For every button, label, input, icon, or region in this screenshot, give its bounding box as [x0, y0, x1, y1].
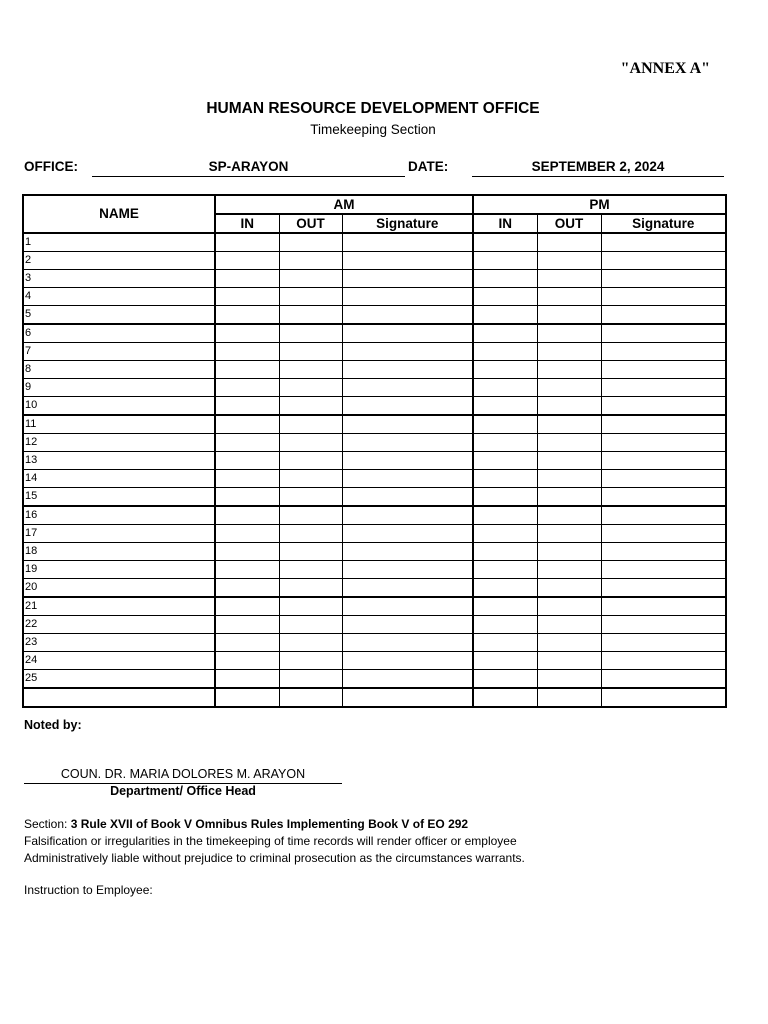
- am-signature-cell[interactable]: [342, 634, 473, 652]
- am-signature-cell[interactable]: [342, 397, 473, 416]
- am-in-cell[interactable]: [215, 488, 279, 507]
- am-out-cell[interactable]: [279, 506, 342, 525]
- pm-in-cell[interactable]: [473, 561, 537, 579]
- pm-in-cell[interactable]: [473, 652, 537, 670]
- name-cell[interactable]: 18: [23, 543, 215, 561]
- name-cell[interactable]: 23: [23, 634, 215, 652]
- am-in-cell[interactable]: [215, 397, 279, 416]
- am-in-cell[interactable]: [215, 634, 279, 652]
- administrative-note: Administratively liable without prejudice to criminal prosecution as the circumstances warrants.: [24, 851, 525, 865]
- table-row: [23, 324, 726, 343]
- table-row: [23, 652, 726, 670]
- am-signature-cell[interactable]: [342, 652, 473, 670]
- pm-signature-cell[interactable]: [601, 434, 726, 452]
- am-in-cell[interactable]: [215, 652, 279, 670]
- pm-out-cell[interactable]: [537, 361, 601, 379]
- pm-out-cell[interactable]: [537, 525, 601, 543]
- office-head-name: COUN. DR. MARIA DOLORES M. ARAYON: [24, 767, 342, 784]
- am-in-cell[interactable]: [215, 525, 279, 543]
- table-row: [23, 525, 726, 543]
- am-signature-cell[interactable]: [342, 543, 473, 561]
- table-row: [23, 670, 726, 689]
- pm-signature-cell[interactable]: [601, 252, 726, 270]
- name-cell[interactable]: 16: [23, 506, 215, 525]
- am-out-cell[interactable]: [279, 470, 342, 488]
- pm-in-cell[interactable]: [473, 343, 537, 361]
- am-in-cell[interactable]: [215, 270, 279, 288]
- am-out-cell[interactable]: [279, 525, 342, 543]
- am-signature-cell[interactable]: [342, 670, 473, 689]
- pm-signature-cell[interactable]: [601, 506, 726, 525]
- am-out-cell[interactable]: [279, 415, 342, 434]
- am-in-cell[interactable]: [215, 452, 279, 470]
- pm-out-cell[interactable]: [537, 670, 601, 689]
- am-signature-cell[interactable]: [342, 379, 473, 397]
- am-in-cell[interactable]: [215, 324, 279, 343]
- pm-out-cell[interactable]: [537, 397, 601, 416]
- am-signature-cell[interactable]: [342, 233, 473, 252]
- name-cell[interactable]: 4: [23, 288, 215, 306]
- pm-out-cell[interactable]: [537, 452, 601, 470]
- pm-out-cell[interactable]: [537, 415, 601, 434]
- pm-signature-cell[interactable]: [601, 561, 726, 579]
- am-in-cell[interactable]: [215, 288, 279, 306]
- pm-in-cell[interactable]: [473, 634, 537, 652]
- am-in-cell[interactable]: [215, 670, 279, 689]
- am-out-cell[interactable]: [279, 306, 342, 325]
- am-out-cell[interactable]: [279, 452, 342, 470]
- table-row: [23, 506, 726, 525]
- pm-signature-cell[interactable]: [601, 379, 726, 397]
- am-signature-cell[interactable]: [342, 616, 473, 634]
- name-cell[interactable]: 3: [23, 270, 215, 288]
- am-out-cell[interactable]: [279, 561, 342, 579]
- am-out-cell[interactable]: [279, 434, 342, 452]
- pm-in-cell[interactable]: [473, 252, 537, 270]
- name-cell[interactable]: 8: [23, 361, 215, 379]
- name-cell[interactable]: 9: [23, 379, 215, 397]
- am-out-cell[interactable]: [279, 288, 342, 306]
- pm-in-cell[interactable]: [473, 579, 537, 598]
- am-signature-cell[interactable]: [342, 270, 473, 288]
- am-out-cell[interactable]: [279, 270, 342, 288]
- am-signature-cell[interactable]: [342, 288, 473, 306]
- pm-in-cell[interactable]: [473, 543, 537, 561]
- name-cell[interactable]: 15: [23, 488, 215, 507]
- name-cell[interactable]: 20: [23, 579, 215, 598]
- pm-signature-header: Signature: [601, 214, 726, 233]
- name-cell[interactable]: 6: [23, 324, 215, 343]
- pm-out-cell[interactable]: [537, 652, 601, 670]
- pm-out-cell[interactable]: [537, 634, 601, 652]
- pm-in-cell[interactable]: [473, 306, 537, 325]
- am-in-cell[interactable]: [215, 252, 279, 270]
- timekeeping-rows: [23, 233, 726, 707]
- am-signature-cell[interactable]: [342, 343, 473, 361]
- table-row: [23, 270, 726, 288]
- pm-out-cell[interactable]: [537, 688, 601, 707]
- name-cell[interactable]: 12: [23, 434, 215, 452]
- pm-in-cell[interactable]: [473, 597, 537, 616]
- pm-out-cell[interactable]: [537, 543, 601, 561]
- name-cell[interactable]: 5: [23, 306, 215, 325]
- am-signature-cell[interactable]: [342, 579, 473, 598]
- am-in-cell[interactable]: [215, 543, 279, 561]
- pm-in-cell[interactable]: [473, 470, 537, 488]
- am-in-cell[interactable]: [215, 343, 279, 361]
- pm-signature-cell[interactable]: [601, 670, 726, 689]
- am-signature-cell[interactable]: [342, 525, 473, 543]
- pm-in-cell[interactable]: [473, 397, 537, 416]
- pm-in-cell[interactable]: [473, 324, 537, 343]
- table-row: [23, 379, 726, 397]
- pm-out-cell[interactable]: [537, 506, 601, 525]
- pm-out-cell[interactable]: [537, 561, 601, 579]
- pm-in-cell[interactable]: [473, 525, 537, 543]
- falsification-note: Falsification or irregularities in the timekeeping of time records will render officer or employee: [24, 834, 517, 848]
- pm-out-cell[interactable]: [537, 379, 601, 397]
- am-signature-cell[interactable]: [342, 306, 473, 325]
- name-cell[interactable]: 13: [23, 452, 215, 470]
- am-in-cell[interactable]: [215, 470, 279, 488]
- noted-by-label: Noted by:: [24, 718, 82, 732]
- am-out-cell[interactable]: [279, 652, 342, 670]
- am-out-cell[interactable]: [279, 488, 342, 507]
- am-signature-cell[interactable]: [342, 506, 473, 525]
- table-row: [23, 415, 726, 434]
- pm-out-cell[interactable]: [537, 324, 601, 343]
- am-out-cell[interactable]: [279, 634, 342, 652]
- table-row: [23, 434, 726, 452]
- timekeeping-table: [22, 194, 727, 708]
- pm-out-cell[interactable]: [537, 270, 601, 288]
- am-signature-cell[interactable]: [342, 688, 473, 707]
- table-row: [23, 634, 726, 652]
- section-rule: 3 Rule XVII of Book V Omnibus Rules Implementing Book V of EO 292: [70, 817, 469, 831]
- pm-signature-cell[interactable]: [601, 652, 726, 670]
- table-row: [23, 233, 726, 252]
- pm-signature-cell[interactable]: [601, 634, 726, 652]
- pm-signature-cell[interactable]: [601, 306, 726, 325]
- pm-in-cell[interactable]: [473, 506, 537, 525]
- pm-in-cell[interactable]: [473, 434, 537, 452]
- name-cell[interactable]: 25: [23, 670, 215, 689]
- pm-out-header: OUT: [537, 214, 601, 233]
- am-out-cell[interactable]: [279, 616, 342, 634]
- am-out-cell[interactable]: [279, 379, 342, 397]
- pm-signature-cell[interactable]: [601, 525, 726, 543]
- pm-in-cell[interactable]: [473, 688, 537, 707]
- table-row: [23, 397, 726, 416]
- pm-out-cell[interactable]: [537, 579, 601, 598]
- am-signature-cell[interactable]: [342, 561, 473, 579]
- am-in-cell[interactable]: [215, 616, 279, 634]
- am-signature-cell[interactable]: [342, 434, 473, 452]
- name-cell[interactable]: 10: [23, 397, 215, 416]
- am-signature-cell[interactable]: [342, 252, 473, 270]
- table-row: [23, 470, 726, 488]
- pm-signature-cell[interactable]: [601, 288, 726, 306]
- pm-in-cell[interactable]: [473, 379, 537, 397]
- table-row: [23, 361, 726, 379]
- am-in-cell[interactable]: [215, 233, 279, 252]
- pm-signature-cell[interactable]: [601, 470, 726, 488]
- am-signature-cell[interactable]: [342, 324, 473, 343]
- table-row: [23, 561, 726, 579]
- pm-in-cell[interactable]: [473, 488, 537, 507]
- pm-signature-cell[interactable]: [601, 616, 726, 634]
- am-signature-cell[interactable]: [342, 597, 473, 616]
- name-cell[interactable]: 7: [23, 343, 215, 361]
- table-row: [23, 343, 726, 361]
- pm-out-cell[interactable]: [537, 470, 601, 488]
- am-in-cell[interactable]: [215, 579, 279, 598]
- am-out-cell[interactable]: [279, 543, 342, 561]
- table-row: [23, 288, 726, 306]
- am-in-cell[interactable]: [215, 506, 279, 525]
- office-field: SP-ARAYON: [92, 159, 405, 177]
- pm-out-cell[interactable]: [537, 343, 601, 361]
- table-row: [23, 543, 726, 561]
- table-row: [23, 452, 726, 470]
- table-row: [23, 306, 726, 325]
- table-row: [23, 597, 726, 616]
- am-out-cell[interactable]: [279, 670, 342, 689]
- table-row: [23, 488, 726, 507]
- pm-in-cell[interactable]: [473, 270, 537, 288]
- name-cell[interactable]: 2: [23, 252, 215, 270]
- pm-signature-cell[interactable]: [601, 270, 726, 288]
- am-out-cell[interactable]: [279, 397, 342, 416]
- am-signature-cell[interactable]: [342, 470, 473, 488]
- pm-out-cell[interactable]: [537, 306, 601, 325]
- pm-out-cell[interactable]: [537, 434, 601, 452]
- pm-in-header: IN: [473, 214, 537, 233]
- document-subtitle: Timekeeping Section: [310, 122, 436, 137]
- pm-signature-cell[interactable]: [601, 488, 726, 507]
- table-row: [23, 688, 726, 707]
- am-out-cell[interactable]: [279, 579, 342, 598]
- pm-in-cell[interactable]: [473, 233, 537, 252]
- pm-signature-cell[interactable]: [601, 343, 726, 361]
- table-row: [23, 616, 726, 634]
- am-in-cell[interactable]: [215, 379, 279, 397]
- pm-out-cell[interactable]: [537, 597, 601, 616]
- pm-out-cell[interactable]: [537, 616, 601, 634]
- pm-signature-cell[interactable]: [601, 415, 726, 434]
- office-head-title: Department/ Office Head: [110, 784, 256, 798]
- pm-signature-cell[interactable]: [601, 452, 726, 470]
- name-column-header: NAME: [23, 195, 215, 233]
- am-signature-cell[interactable]: [342, 452, 473, 470]
- am-out-cell[interactable]: [279, 324, 342, 343]
- am-in-cell[interactable]: [215, 361, 279, 379]
- am-in-cell[interactable]: [215, 561, 279, 579]
- name-cell[interactable]: 21: [23, 597, 215, 616]
- am-in-cell[interactable]: [215, 434, 279, 452]
- name-cell[interactable]: 19: [23, 561, 215, 579]
- document-title: HUMAN RESOURCE DEVELOPMENT OFFICE: [206, 100, 540, 117]
- am-out-cell[interactable]: [279, 343, 342, 361]
- am-signature-cell[interactable]: [342, 415, 473, 434]
- name-cell[interactable]: 1: [23, 233, 215, 252]
- pm-in-cell[interactable]: [473, 288, 537, 306]
- pm-out-cell[interactable]: [537, 233, 601, 252]
- name-cell[interactable]: 17: [23, 525, 215, 543]
- am-header: AM: [215, 195, 473, 214]
- pm-in-cell[interactable]: [473, 452, 537, 470]
- name-cell[interactable]: 22: [23, 616, 215, 634]
- am-in-cell[interactable]: [215, 415, 279, 434]
- am-in-header: IN: [215, 214, 279, 233]
- pm-in-cell[interactable]: [473, 361, 537, 379]
- am-signature-cell[interactable]: [342, 488, 473, 507]
- section-reference: [24, 817, 468, 831]
- name-cell[interactable]: 14: [23, 470, 215, 488]
- section-prefix: Section:: [24, 817, 71, 831]
- am-out-header: OUT: [279, 214, 342, 233]
- name-cell[interactable]: 24: [23, 652, 215, 670]
- am-out-cell[interactable]: [279, 597, 342, 616]
- am-out-cell[interactable]: [279, 233, 342, 252]
- am-in-cell[interactable]: [215, 688, 279, 707]
- pm-signature-cell[interactable]: [601, 397, 726, 416]
- office-label: OFFICE:: [24, 159, 78, 174]
- pm-signature-cell[interactable]: [601, 579, 726, 598]
- name-cell[interactable]: [23, 688, 215, 707]
- am-signature-cell[interactable]: [342, 361, 473, 379]
- am-signature-header: Signature: [342, 214, 473, 233]
- pm-signature-cell[interactable]: [601, 361, 726, 379]
- pm-signature-cell[interactable]: [601, 597, 726, 616]
- pm-in-cell[interactable]: [473, 616, 537, 634]
- instruction-label: Instruction to Employee:: [24, 883, 153, 897]
- date-field: SEPTEMBER 2, 2024: [472, 159, 724, 177]
- table-row: [23, 252, 726, 270]
- pm-out-cell[interactable]: [537, 252, 601, 270]
- pm-signature-cell[interactable]: [601, 543, 726, 561]
- pm-in-cell[interactable]: [473, 670, 537, 689]
- am-in-cell[interactable]: [215, 597, 279, 616]
- name-cell[interactable]: 11: [23, 415, 215, 434]
- pm-signature-cell[interactable]: [601, 688, 726, 707]
- pm-in-cell[interactable]: [473, 415, 537, 434]
- pm-signature-cell[interactable]: [601, 233, 726, 252]
- am-in-cell[interactable]: [215, 306, 279, 325]
- pm-header: PM: [473, 195, 726, 214]
- am-out-cell[interactable]: [279, 688, 342, 707]
- table-row: [23, 579, 726, 598]
- pm-signature-cell[interactable]: [601, 324, 726, 343]
- pm-out-cell[interactable]: [537, 288, 601, 306]
- annex-label: "ANNEX A": [620, 60, 710, 77]
- date-label: DATE:: [408, 159, 449, 174]
- pm-out-cell[interactable]: [537, 488, 601, 507]
- am-out-cell[interactable]: [279, 361, 342, 379]
- am-out-cell[interactable]: [279, 252, 342, 270]
